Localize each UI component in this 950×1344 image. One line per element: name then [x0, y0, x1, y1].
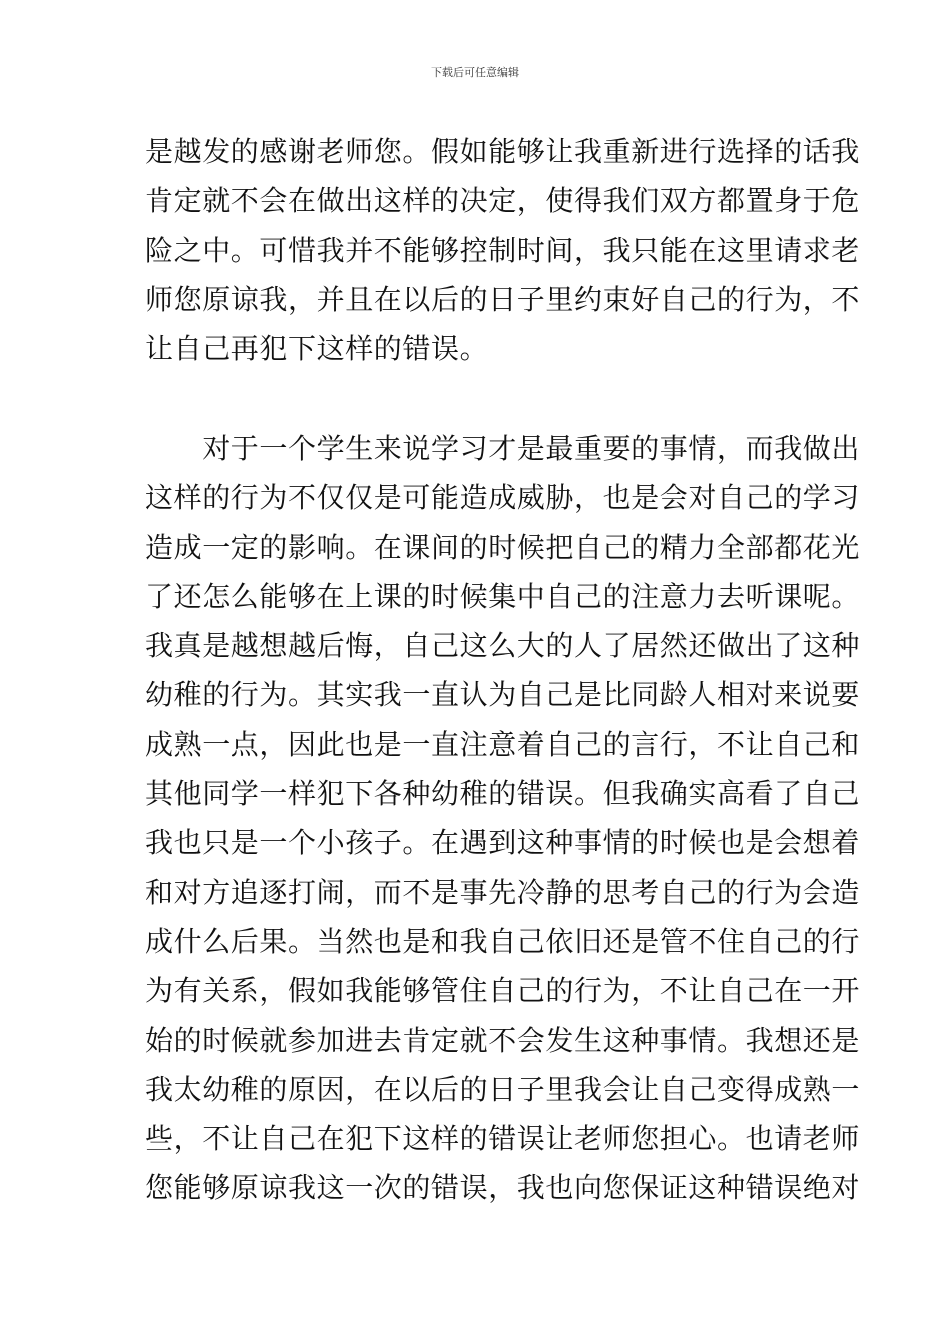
text-line: 幼稚的行为。其实我一直认为自己是比同龄人相对来说要 [145, 678, 861, 712]
text-line: 成什么后果。当然也是和我自己依旧还是管不住自己的行 [145, 924, 861, 958]
text-line: 些，不让自己在犯下这样的错误让老师您担心。也请老师 [145, 1122, 861, 1156]
text-line: 这样的行为不仅仅是可能造成威胁，也是会对自己的学习 [145, 481, 861, 515]
text-line: 成熟一点，因此也是一直注意着自己的言行，不让自己和 [145, 727, 861, 761]
paragraph-2 [145, 424, 861, 1213]
paragraph-1 [145, 127, 861, 373]
text-line: 我也只是一个小孩子。在遇到这种事情的时候也是会想着 [145, 826, 861, 860]
page-header: 下载后可任意编辑 [431, 66, 519, 79]
text-line: 我太幼稚的原因，在以后的日子里我会让自己变得成熟一 [145, 1072, 861, 1106]
text-line: 始的时候就参加进去肯定就不会发生这种事情。我想还是 [145, 1023, 861, 1057]
text-line: 险之中。可惜我并不能够控制时间，我只能在这里请求老 [145, 233, 861, 267]
text-line: 是越发的感谢老师您。假如能够让我重新进行选择的话我 [145, 135, 861, 168]
text-line: 为有关系，假如我能够管住自己的行为，不让自己在一开 [145, 974, 861, 1008]
text-line: 让自己再犯下这样的错误。 [145, 332, 489, 366]
text-line: 肯定就不会在做出这样的决定，使得我们双方都置身于危 [145, 184, 861, 218]
text-line: 和对方追逐打闹，而不是事先冷静的思考自己的行为会造 [145, 875, 861, 909]
text-line: 了还怎么能够在上课的时候集中自己的注意力去听课呢。 [145, 579, 861, 613]
text-line: 师您原谅我，并且在以后的日子里约束好自己的行为，不 [145, 282, 861, 316]
text-line: 我真是越想越后悔，自己这么大的人了居然还做出了这种 [145, 629, 861, 663]
text-line: 造成一定的影响。在课间的时候把自己的精力全部都花光 [145, 530, 861, 564]
text-line: 对于一个学生来说学习才是最重要的事情，而我做出 [145, 432, 861, 465]
text-line: 其他同学一样犯下各种幼稚的错误。但我确实高看了自己 [145, 777, 861, 811]
text-line: 您能够原谅我这一次的错误，我也向您保证这种错误绝对 [145, 1171, 861, 1205]
